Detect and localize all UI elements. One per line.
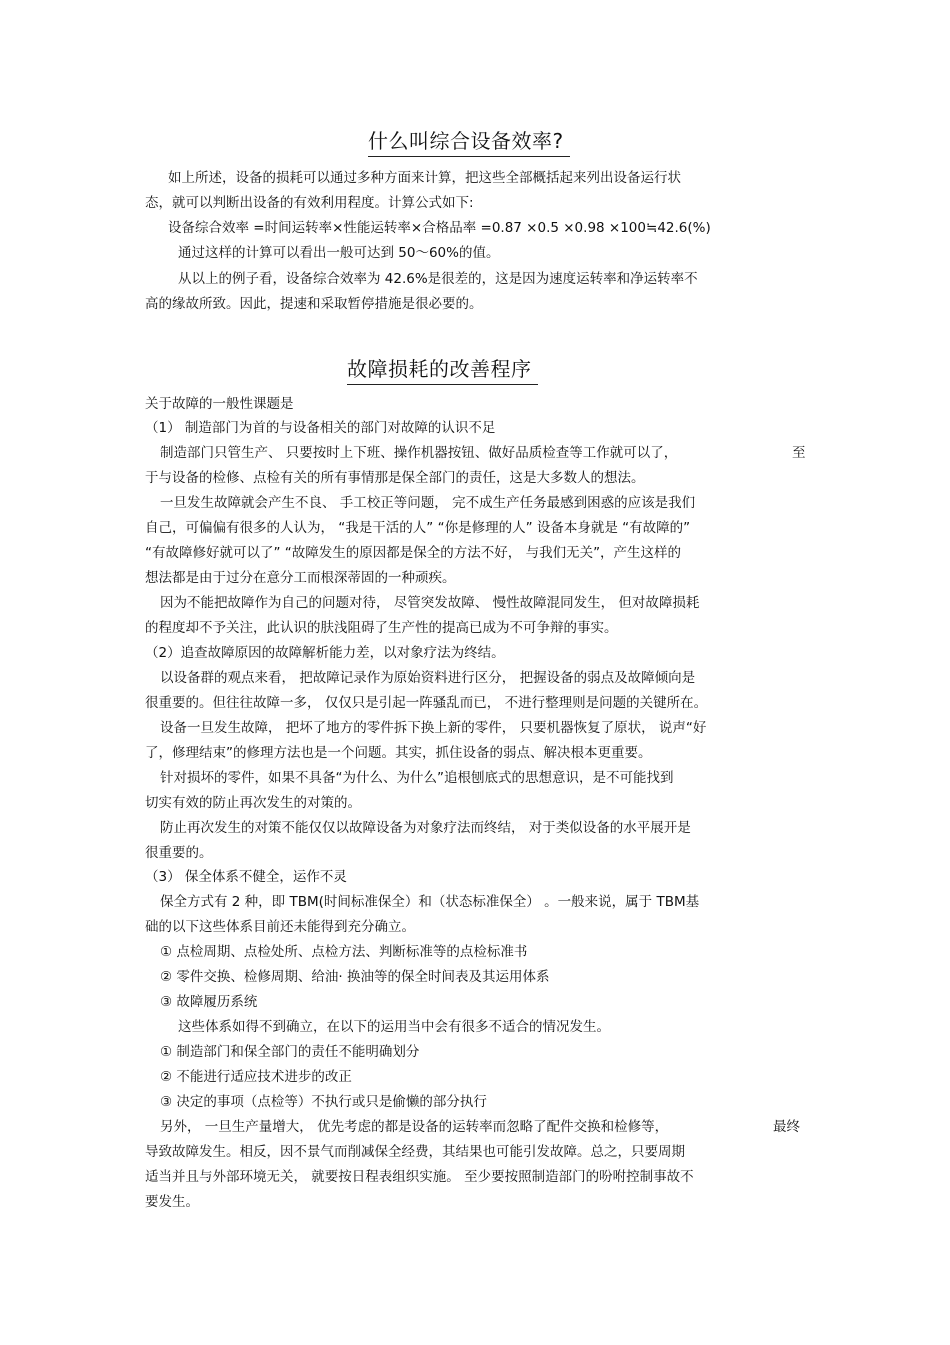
list-item: ③ 故障履历系统	[160, 994, 258, 1010]
paragraph-line: 很重要的。	[145, 845, 213, 861]
paragraph-line: 一旦发生故障就会产生不良、 手工校正等问题， 完不成生产任务最感到困惑的应该是我们	[160, 495, 696, 511]
paragraph-line: 导致故障发生。相反，因不景气而削减保全经费，其结果也可能引发故障。总之，只要周期	[145, 1144, 685, 1160]
paragraph-line: “有故障修好就可以了” “故障发生的原因都是保全的方法不好， 与我们无关”，产生这样的	[145, 545, 682, 561]
paragraph-line-tail: 最终	[773, 1119, 800, 1135]
paragraph-line: 制造部门只管生产、 只要按时上下班、操作机器按钮、做好品质检查等工作就可以了，	[160, 445, 678, 461]
paragraph-line: 关于故障的一般性课题是	[145, 396, 294, 412]
list-item: ③ 决定的事项（点检等）不执行或只是偷懒的部分执行	[160, 1094, 487, 1110]
paragraph-line: 保全方式有 2 种，即 TBM(时间标准保全）和（状态标准保全） 。一般来说，属于 TBM基	[160, 894, 700, 910]
list-item: ② 零件交换、检修周期、给油· 换油等的保全时间表及其运用体系	[160, 969, 550, 985]
section-title-text: 什么叫综合设备效率?	[368, 129, 564, 153]
paragraph-line: 自己，可偏偏有很多的人认为， “我是干活的人” “你是修理的人” 设备本身就是 “有故障的”	[145, 520, 691, 536]
formula-line: 设备综合效率 =时间运转率×性能运转率×合格品率 =0.87 ×0.5 ×0.98 ×100≒42.6(%)	[168, 220, 711, 236]
paragraph-line: 于与设备的检修、点检有关的所有事情那是保全部门的责任，这是大多数人的想法。	[145, 470, 645, 486]
paragraph-line: 适当并且与外部环境无关， 就要按日程表组织实施。 至少要按照制造部门的吩咐控制事故不	[145, 1169, 694, 1185]
paragraph-line: 从以上的例子看，设备综合效率为 42.6%是很差的，这是因为速度运转率和净运转率不	[178, 271, 698, 287]
paragraph-heading: （1） 制造部门为首的与设备相关的部门对故障的认识不足	[145, 420, 496, 436]
list-item: ① 点检周期、点检处所、点检方法、判断标准等的点检标准书	[160, 944, 528, 960]
paragraph-line: 如上所述，设备的损耗可以通过多种方面来计算，把这些全部概括起来列出设备运行状	[168, 170, 681, 186]
paragraph-line: 防止再次发生的对策不能仅仅以故障设备为对象疗法而终结， 对于类似设备的水平展开是	[160, 820, 691, 836]
paragraph-line: 想法都是由于过分在意分工而根深蒂固的一种顽疾。	[145, 570, 456, 586]
title-underline	[368, 156, 570, 157]
paragraph-heading: （3） 保全体系不健全，运作不灵	[145, 869, 347, 885]
paragraph-line: 设备一旦发生故障， 把坏了地方的零件拆下换上新的零件， 只要机器恢复了原状， 说声“好	[160, 720, 707, 736]
paragraph-line: 的程度却不予关注，此认识的肤浅阻碍了生产性的提高已成为不可争辩的事实。	[145, 620, 618, 636]
paragraph-line: 很重要的。但往往故障一多， 仅仅只是引起一阵骚乱而已， 不进行整理则是问题的关键所在。	[145, 695, 708, 711]
section-title-oee	[368, 128, 564, 154]
paragraph-line-tail: 至	[792, 445, 806, 461]
paragraph-line: 了，修理结束”的修理方法也是一个问题。其实，抓住设备的弱点、解决根本更重要。	[145, 745, 652, 761]
paragraph-line: 通过这样的计算可以看出一般可达到 50～60%的值。	[178, 245, 500, 261]
title-underline	[347, 384, 538, 385]
paragraph-heading: （2）追查故障原因的故障解析能力差，以对象疗法为终结。	[145, 645, 505, 661]
list-item: ② 不能进行适应技术进步的改正	[160, 1069, 352, 1085]
list-item: ① 制造部门和保全部门的责任不能明确划分	[160, 1044, 420, 1060]
paragraph-line: 针对损坏的零件，如果不具备“为什么、为什么”追根刨底式的思想意识，是不可能找到	[160, 770, 674, 786]
paragraph-line: 要发生。	[145, 1194, 199, 1210]
paragraph-line: 以设备群的观点来看， 把故障记录作为原始资料进行区分， 把握设备的弱点及故障倾向是	[160, 670, 696, 686]
paragraph-line: 这些体系如得不到确立，在以下的运用当中会有很多不适合的情况发生。	[178, 1019, 610, 1035]
paragraph-line: 切实有效的防止再次发生的对策的。	[145, 795, 361, 811]
section-title-breakdown	[347, 356, 532, 382]
paragraph-line: 高的缘故所致。因此，提速和采取暂停措施是很必要的。	[145, 296, 483, 312]
paragraph-line: 础的以下这些体系目前还未能得到充分确立。	[145, 919, 415, 935]
paragraph-line: 因为不能把故障作为自己的问题对待， 尽管突发故障、 慢性故障混同发生， 但对故障损耗	[160, 595, 700, 611]
paragraph-line: 另外， 一旦生产量增大， 优先考虑的都是设备的运转率而忽略了配件交换和检修等，	[160, 1119, 669, 1135]
section-title-text: 故障损耗的改善程序	[347, 357, 532, 381]
paragraph-line: 态，就可以判断出设备的有效利用程度。计算公式如下:	[145, 195, 474, 211]
